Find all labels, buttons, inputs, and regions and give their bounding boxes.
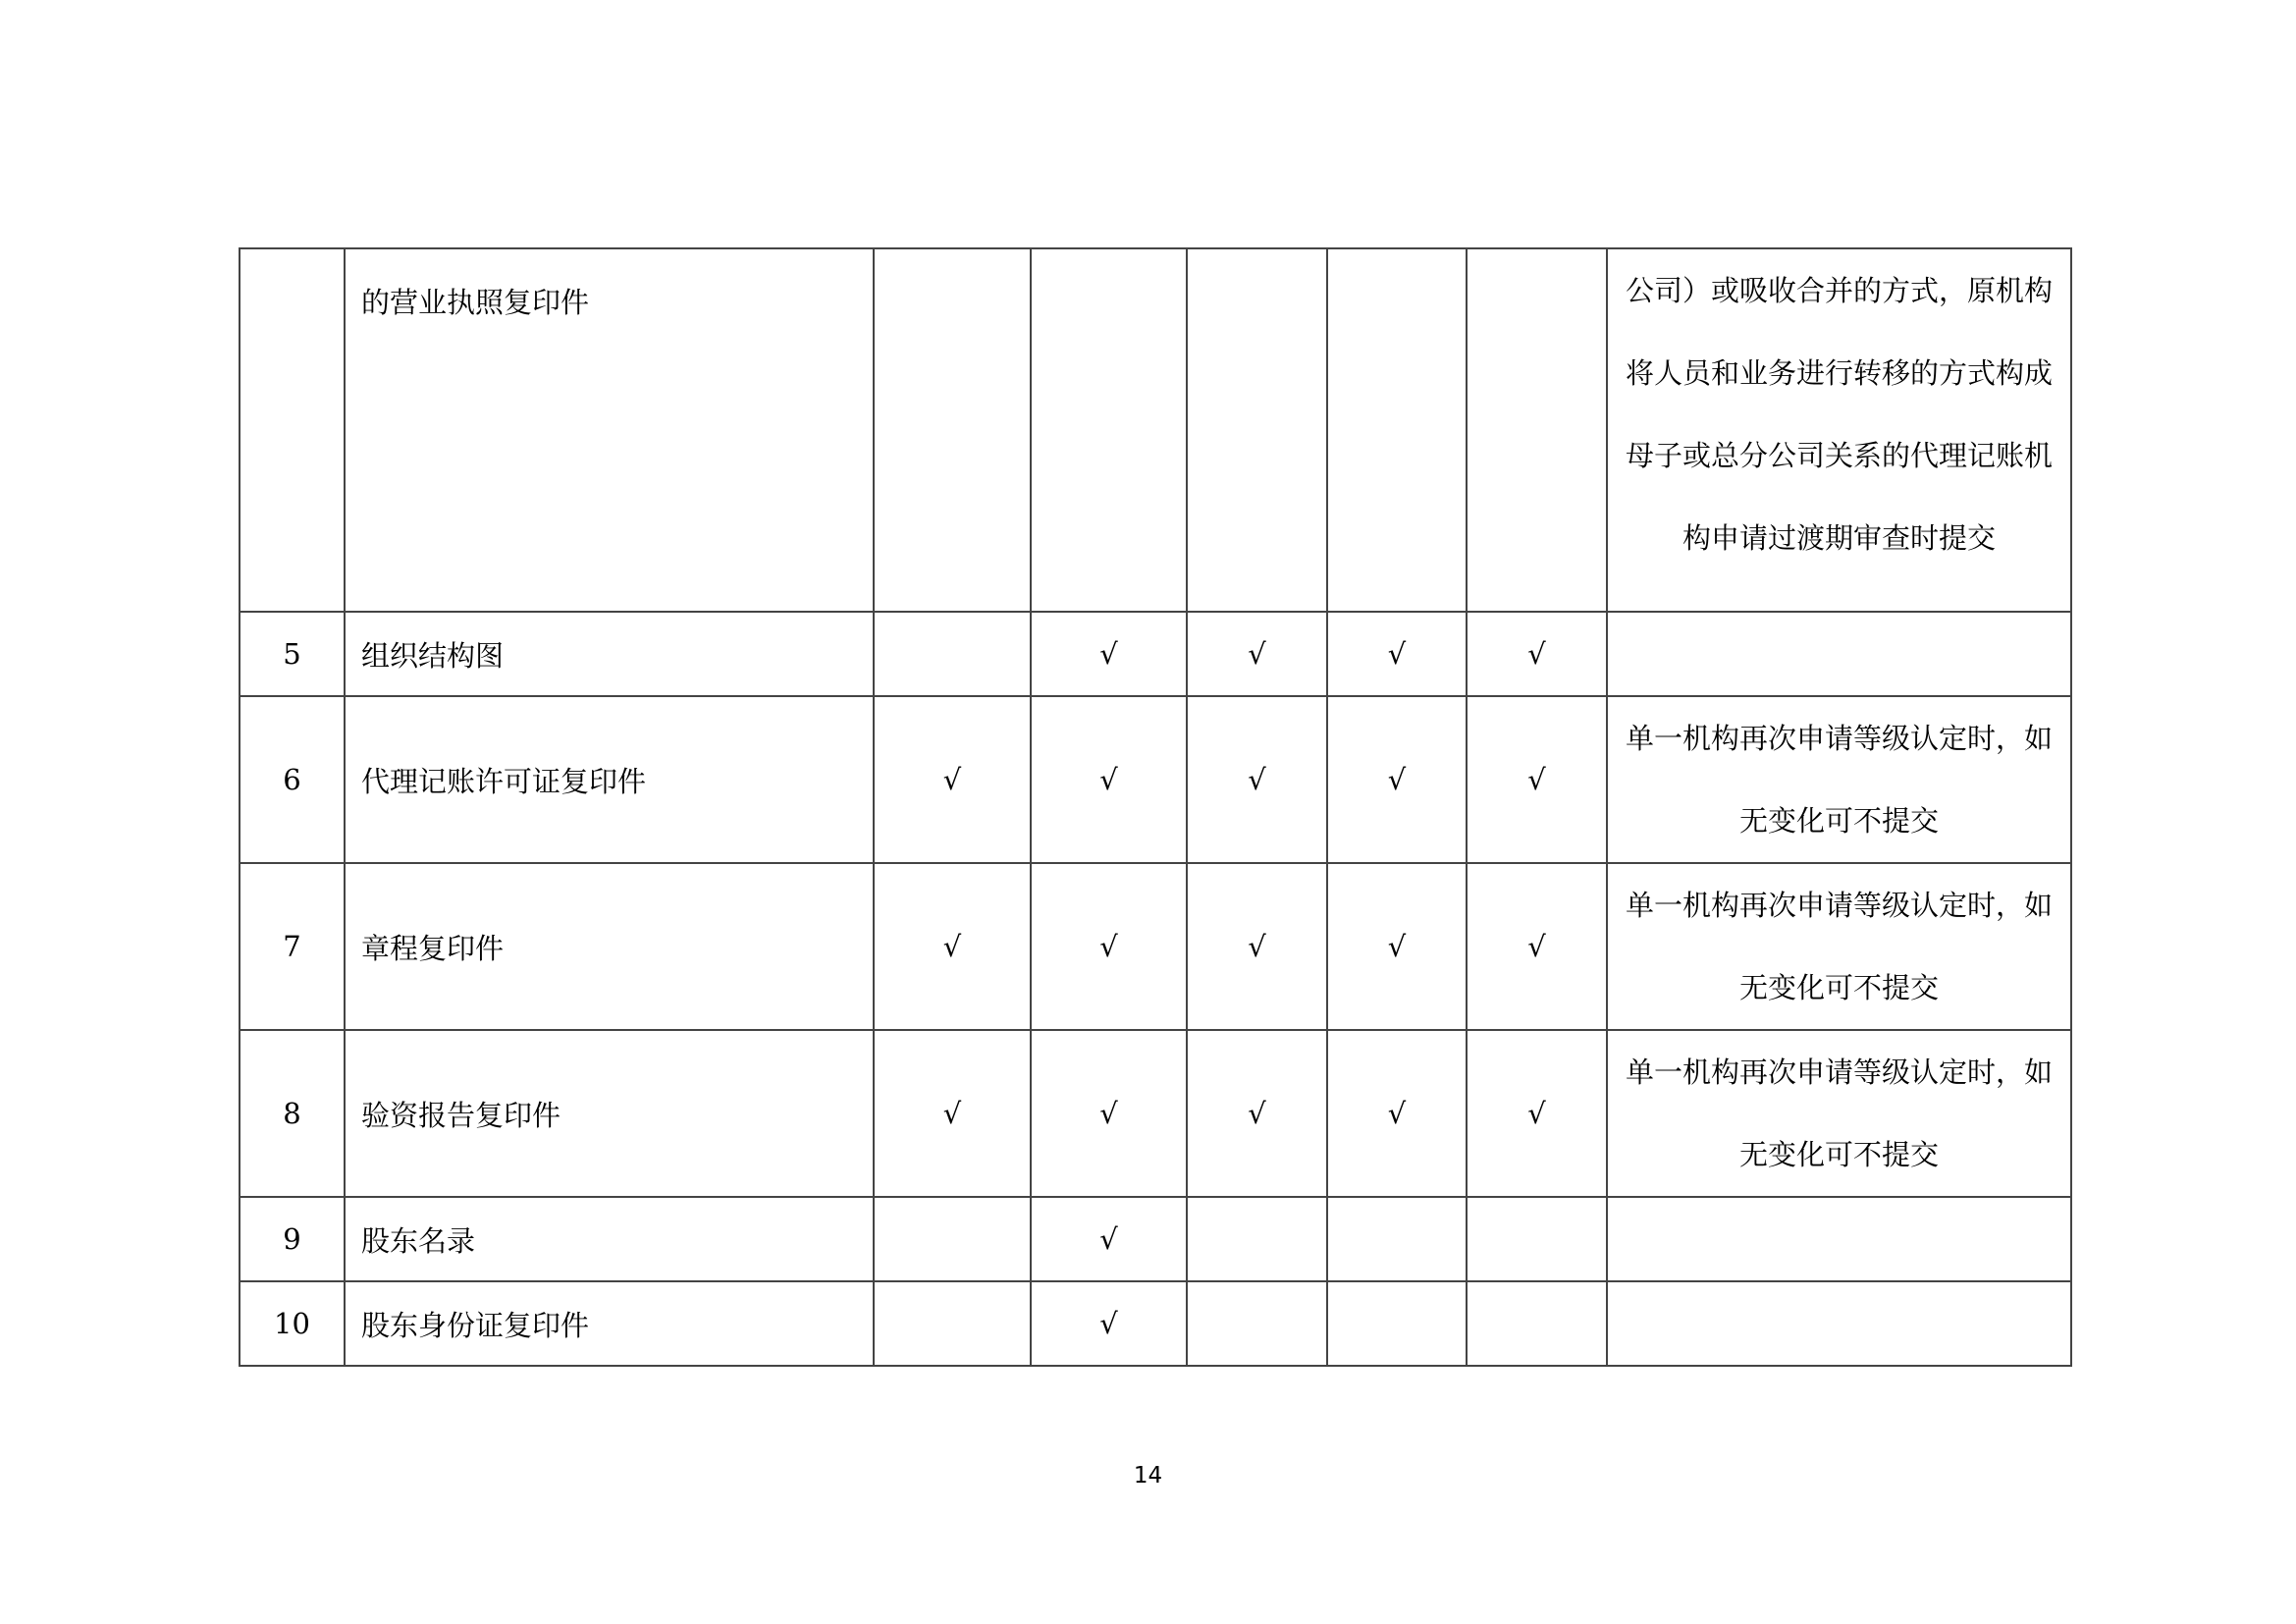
document-name: 股东名录 [345,1197,874,1281]
requirements-table [239,247,2072,1367]
document-name: 的营业执照复印件 [345,248,874,612]
remark-cell [1607,1197,2071,1281]
check-cell [1031,248,1187,612]
check-cell [1467,1197,1607,1281]
check-cell: √ [1031,1197,1187,1281]
check-cell: √ [1327,1030,1467,1197]
check-cell [1327,1281,1467,1366]
document-name: 组织结构图 [345,612,874,696]
check-cell [874,1197,1031,1281]
check-cell: √ [1467,696,1607,863]
table-row [240,1197,2071,1281]
remark-cell: 单一机构再次申请等级认定时，如无变化可不提交 [1607,863,2071,1030]
check-cell: √ [1031,1281,1187,1366]
document-name: 章程复印件 [345,863,874,1030]
check-cell: √ [1187,1030,1327,1197]
check-cell [1187,1281,1327,1366]
table-row [240,1030,2071,1197]
remark-cell [1607,612,2071,696]
row-number: 7 [240,863,345,1030]
row-number: 8 [240,1030,345,1197]
remark-cell [1607,1281,2071,1366]
check-cell: √ [874,1030,1031,1197]
table-row [240,248,2071,612]
row-number: 9 [240,1197,345,1281]
check-cell [1187,248,1327,612]
check-cell: √ [874,863,1031,1030]
check-cell: √ [1327,696,1467,863]
check-cell [874,248,1031,612]
row-number: 5 [240,612,345,696]
table-row [240,612,2071,696]
table-row [240,696,2071,863]
check-cell: √ [1327,612,1467,696]
table-row [240,1281,2071,1366]
check-cell: √ [1467,612,1607,696]
document-name: 股东身份证复印件 [345,1281,874,1366]
table-row [240,863,2071,1030]
check-cell: √ [1187,696,1327,863]
check-cell: √ [1031,612,1187,696]
check-cell [1467,248,1607,612]
check-cell [874,612,1031,696]
check-cell: √ [1467,863,1607,1030]
row-number: 10 [240,1281,345,1366]
check-cell [1327,248,1467,612]
check-cell: √ [1467,1030,1607,1197]
check-cell: √ [1031,696,1187,863]
check-cell [1327,1197,1467,1281]
check-cell: √ [1187,612,1327,696]
remark-cell: 单一机构再次申请等级认定时，如无变化可不提交 [1607,1030,2071,1197]
row-number: 6 [240,696,345,863]
check-cell [1187,1197,1327,1281]
row-number [240,248,345,612]
document-name: 验资报告复印件 [345,1030,874,1197]
page-number: 14 [1133,1463,1163,1489]
remark-cell: 单一机构再次申请等级认定时，如无变化可不提交 [1607,696,2071,863]
remark-cell: 公司）或吸收合并的方式，原机构将人员和业务进行转移的方式构成母子或总分公司关系的代理记账机构申请过渡期审查时提交 [1607,248,2071,612]
check-cell: √ [1031,1030,1187,1197]
check-cell: √ [1187,863,1327,1030]
check-cell [1467,1281,1607,1366]
check-cell: √ [1327,863,1467,1030]
document-name: 代理记账许可证复印件 [345,696,874,863]
check-cell: √ [874,696,1031,863]
check-cell: √ [1031,863,1187,1030]
check-cell [874,1281,1031,1366]
